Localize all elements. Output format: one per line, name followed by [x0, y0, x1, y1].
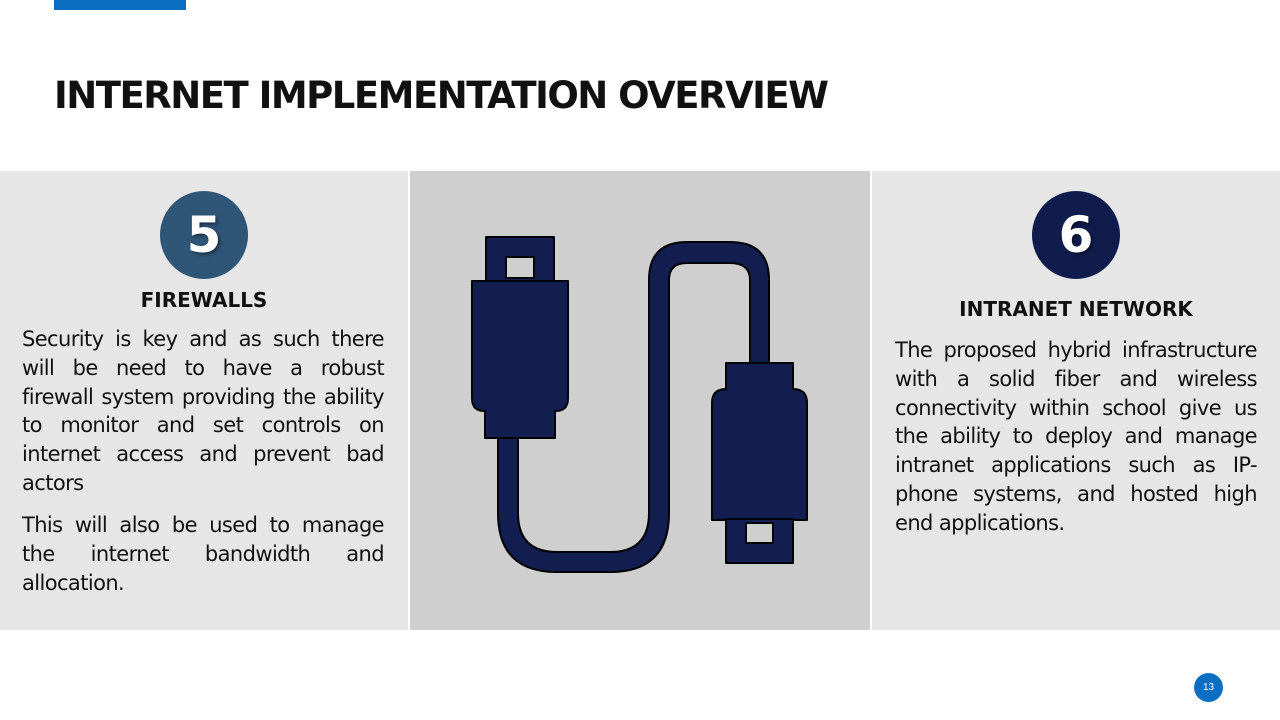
- usb-illustration-panel: [410, 171, 870, 630]
- firewalls-paragraph-1: Security is key and as such there will be need to have a robust firewall system providing the ability to monitor and set controls on internet access and prevent bad actors: [22, 327, 384, 495]
- number-badge-6: 6: [1032, 191, 1120, 279]
- firewalls-paragraph-2: This will also be used to manage the internet bandwidth and allocation.: [22, 513, 384, 595]
- firewalls-heading: FIREWALLS: [140, 288, 268, 312]
- firewalls-panel: [0, 171, 408, 630]
- intranet-panel: [872, 171, 1280, 630]
- intranet-paragraph: The proposed hybrid infrastructure with a solid fiber and wireless connectivity within school give us the ability to deploy and manage intranet applications such as IP-phone systems, and hosted high end applications.: [895, 338, 1257, 535]
- page-number-badge: 13: [1194, 673, 1223, 702]
- accent-bar: [54, 0, 186, 10]
- slide-title: INTERNET IMPLEMENTATION OVERVIEW: [54, 74, 828, 117]
- intranet-heading: INTRANET NETWORK: [959, 297, 1193, 321]
- number-badge-5: 5: [160, 191, 248, 279]
- usb-cable-icon: [410, 171, 870, 630]
